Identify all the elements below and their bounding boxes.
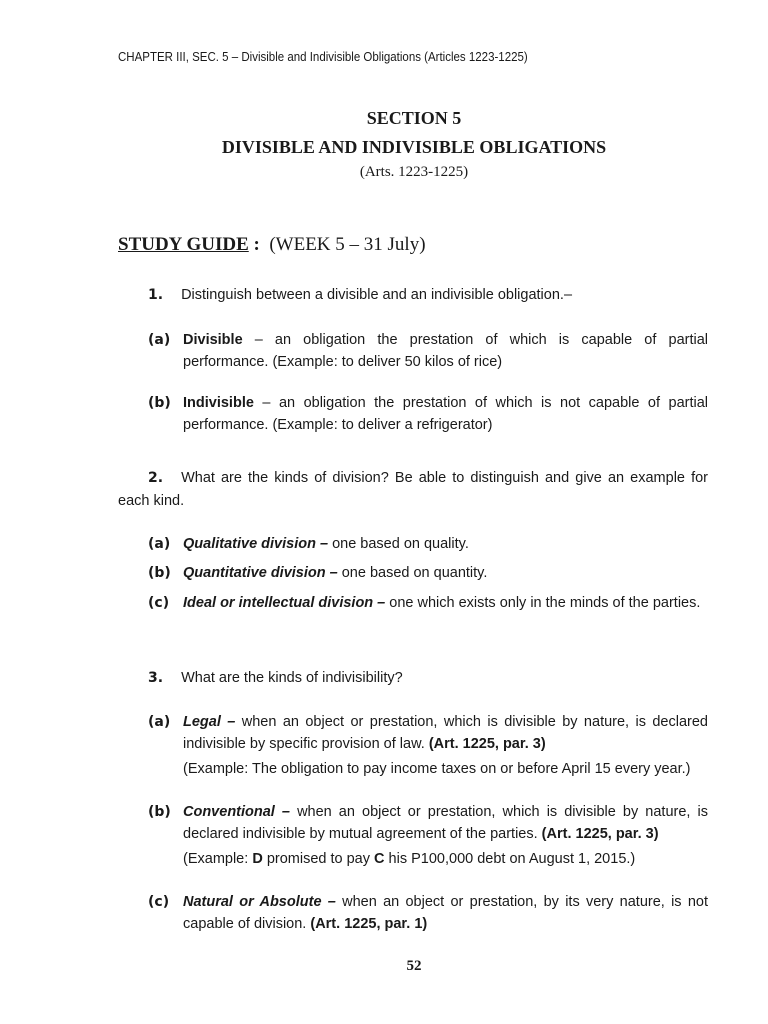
question-number: 1. [148, 287, 164, 303]
item-term: Legal – [183, 714, 236, 730]
question-text: What are the kinds of division? Be able to distinguish and give an example for each kind. [118, 470, 708, 509]
question-text: What are the kinds of indivisibility? [181, 670, 403, 686]
item-term: Natural or Absolute – [183, 894, 336, 910]
item-text: one which exists only in the minds of the parties. [385, 595, 701, 611]
item-text: – an obligation the prestation of which is not capable of partial performance. (Example: to deliver a refrigerator) [183, 395, 708, 433]
q2-item-a [148, 533, 708, 555]
item-label: (a) [148, 536, 171, 552]
q3-item-c [148, 891, 708, 935]
q1-item-a [148, 329, 708, 373]
example-middle: promised to pay [262, 851, 375, 867]
article-reference: (Art. 1225, par. 1) [310, 916, 428, 932]
section-subtitle: DIVISIBLE AND INDIVISIBLE OBLIGATIONS [221, 137, 607, 157]
item-text: when an object or prestation, by its very nature, is not capable of division. [183, 894, 708, 932]
item-label: (c) [148, 894, 170, 910]
item-example [183, 848, 708, 870]
example-suffix: his P100,000 debt on August 1, 2015.) [384, 851, 636, 867]
item-label: (b) [148, 395, 171, 411]
item-label: (c) [148, 595, 170, 611]
question-3 [118, 667, 708, 690]
q3-item-b [148, 801, 708, 870]
article-reference: (Art. 1225, par. 3) [541, 826, 659, 842]
item-text: – an obligation the prestation of which is capable of partial performance. (Example: to deliver 50 kilos of rice) [183, 332, 708, 370]
running-head: CHAPTER III, SEC. 5 – Divisible and Indivisible Obligations (Articles 1223-1225) [118, 50, 528, 64]
item-term: Quantitative division – [183, 565, 338, 581]
section-title: SECTION 5 [366, 108, 462, 128]
item-text: when an object or prestation, which is divisible by nature, is declared indivisible by mutual agreement of the parties. [183, 804, 708, 842]
example-creditor: C [374, 851, 385, 867]
example-prefix: (Example: [183, 851, 253, 867]
item-term: Divisible [183, 332, 243, 348]
item-text: one based on quality. [328, 536, 469, 552]
study-guide-colon: : [248, 234, 260, 255]
question-2 [118, 467, 708, 513]
item-text: one based on quantity. [337, 565, 488, 581]
item-label: (b) [148, 565, 171, 581]
question-number: 2. [148, 470, 164, 486]
item-term: Qualitative division – [183, 536, 329, 552]
example-debtor: D [252, 851, 263, 867]
q2-item-b [148, 562, 708, 584]
question-text: Distinguish between a divisible and an indivisible obligation.– [181, 287, 573, 303]
study-guide-heading [118, 234, 426, 256]
section-articles: (Arts. 1223-1225) [359, 164, 469, 180]
item-term: Conventional – [183, 804, 290, 820]
q2-item-c [148, 592, 708, 614]
question-1 [118, 284, 708, 307]
study-guide-week: (WEEK 5 – 31 July) [269, 234, 426, 255]
question-number: 3. [148, 670, 164, 686]
item-term: Ideal or intellectual division – [183, 595, 386, 611]
item-term: Indivisible [183, 395, 254, 411]
study-guide-label: STUDY GUIDE [118, 234, 249, 255]
q1-item-b [148, 392, 708, 436]
q3-item-a [148, 711, 708, 780]
item-label: (a) [148, 332, 171, 348]
item-label: (b) [148, 804, 171, 820]
item-text: when an object or prestation, which is divisible by nature, is declared indivisible by specific provision of law. [183, 714, 708, 752]
page-number: 52 [406, 958, 422, 974]
article-reference: (Art. 1225, par. 3) [428, 736, 546, 752]
item-label: (a) [148, 714, 171, 730]
item-example: (Example: The obligation to pay income taxes on or before April 15 every year.) [183, 761, 691, 777]
